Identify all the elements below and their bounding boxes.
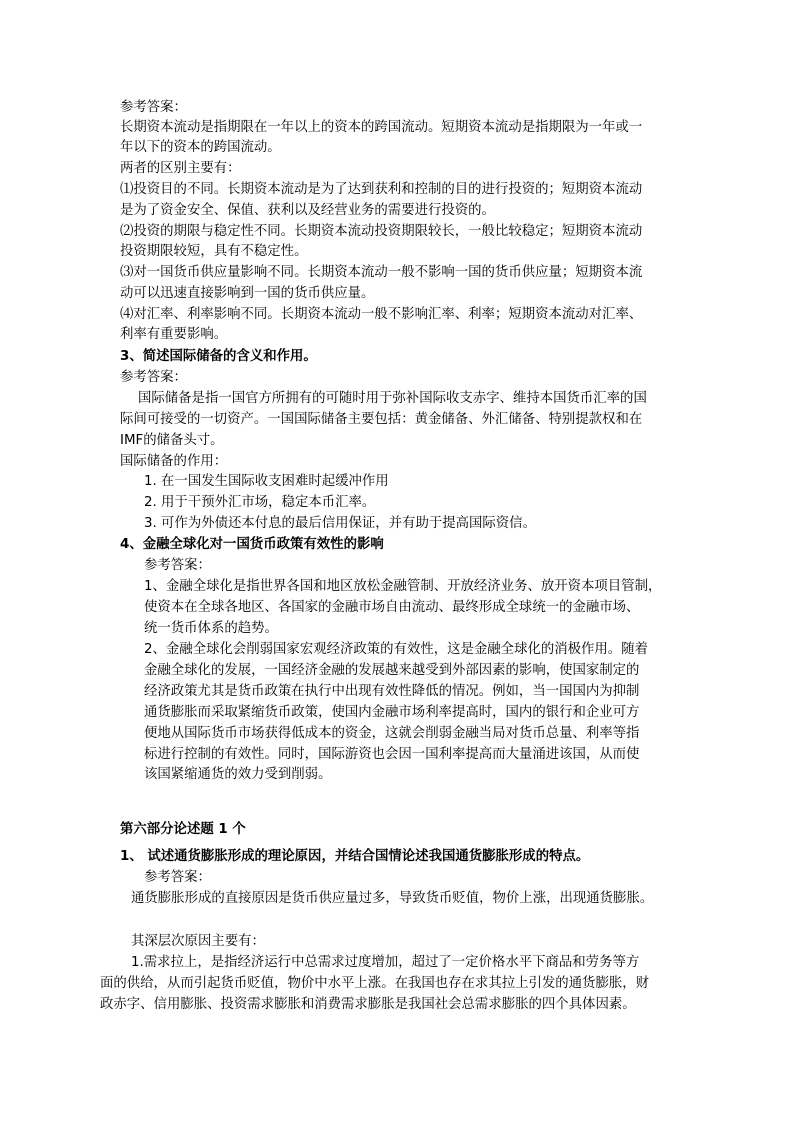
paragraph-line: 投资期限较短，具有不稳定性。	[120, 244, 308, 259]
paragraph-line: 标进行控制的有效性。同时，国际游资也会因一国利率提高而大量涌进该国，从而使	[144, 747, 640, 762]
paragraph-line: 是为了资金安全、保值、获利以及经营业务的需要进行投资的。	[120, 203, 495, 218]
paragraph-line: 经济政策尤其是货币政策在执行中出现有效性降低的情况。例如，当一国国内为抑制	[144, 684, 640, 699]
paragraph-line: 两者的区别主要有：	[120, 161, 241, 176]
list-item: 2. 用于干预外汇市场，稳定本币汇率。	[144, 495, 376, 510]
answer-label: 参考答案：	[144, 558, 211, 573]
paragraph-line: 便地从国际货币市场获得低成本的资金，这就会削弱金融当局对货币总量、利率等指	[144, 726, 640, 741]
paragraph-line: 政赤字、信用膨胀、投资需求膨胀和消费需求膨胀是我国社会总需求膨胀的四个具体因素。	[100, 997, 636, 1012]
paragraph-line: 1、金融全球化是指世界各国和地区放松金融管制、开放经济业务、放开资本项目管制，	[144, 579, 662, 594]
paragraph-line: 年以下的资本的跨国流动。	[120, 140, 281, 155]
list-item: 3. 可作为外债还本付息的最后信用保证，并有助于提高国际资信。	[144, 516, 536, 531]
paragraph-line: 利率有重要影响。	[120, 327, 228, 342]
paragraph-line: 动可以迅速直接影响到一国的货币供应量。	[120, 286, 375, 301]
paragraph-line: 1.需求拉上，是指经济运行中总需求过度增加，超过了一定价格水平下商品和劳务等方	[131, 955, 640, 970]
paragraph-line: 面的供给，从而引起货币贬值，物价中水平上涨。在我国也存在求其拉上引发的通货膨胀，财	[100, 976, 650, 991]
paragraph-line: ⑶对一国货币供应量影响不同。长期资本流动一般不影响一国的货币供应量；短期资本流	[120, 265, 643, 280]
paragraph-line: 统一货币体系的趋势。	[144, 621, 278, 636]
answer-label: 参考答案：	[144, 870, 211, 885]
paragraph-line: 2、金融全球化会削弱国家宏观经济政策的有效性，这是金融全球化的消极作用。随着	[144, 642, 648, 657]
paragraph-line: ⑵投资的期限与稳定性不同。长期资本流动投资期限较长，一般比较稳定；短期资本流动	[120, 224, 643, 239]
paragraph-line: 国际储备是指一国官方所拥有的可随时用于弥补国际收支赤字、维持本国货币汇率的国	[138, 391, 647, 406]
answer-label: 参考答案：	[120, 370, 187, 385]
section-heading: 第六部分论述题 1 个	[120, 822, 246, 837]
paragraph-line: 其深层次原因主要有：	[131, 934, 265, 949]
paragraph-line: 通货膨胀而采取紧缩货币政策，使国内金融市场利率提高时，国内的银行和企业可方	[144, 705, 640, 720]
paragraph-line: ⑴投资目的不同。长期资本流动是为了达到获利和控制的目的进行投资的；短期资本流动	[120, 182, 643, 197]
paragraph-line: IMF的储备头寸。	[120, 433, 224, 448]
list-item: 1. 在一国发生国际收支困难时起缓冲作用	[144, 474, 389, 489]
question-heading: 3、简述国际储备的含义和作用。	[120, 349, 317, 364]
paragraph-line: 该国紧缩通货的效力受到削弱。	[144, 767, 332, 782]
question-heading: 4、金融全球化对一国货币政策有效性的影响	[120, 537, 384, 552]
paragraph-line: 使资本在全球各地区、各国家的金融市场自由流动、最终形成全球统一的金融市场、	[144, 600, 640, 615]
answer-label: 参考答案：	[120, 100, 187, 115]
paragraph-line: 通货膨胀形成的直接原因是货币供应量过多，导致货币贬值，物价上涨，出现通货膨胀。	[131, 891, 654, 906]
paragraph-line: 国际储备的作用：	[120, 454, 228, 469]
paragraph-line: 金融全球化的发展，一国经济金融的发展越来越受到外部因素的影响，使国家制定的	[144, 663, 640, 678]
paragraph-line: 长期资本流动是指期限在一年以上的资本的跨国流动。短期资本流动是指期限为一年或一	[120, 120, 643, 135]
paragraph-line: 际间可接受的一切资产。一国国际储备主要包括：黄金储备、外汇储备、特别提款权和在	[120, 412, 643, 427]
question-heading: 1、 试述通货膨胀形成的理论原因，并结合国情论述我国通货膨胀形成的特点。	[120, 849, 590, 864]
paragraph-line: ⑷对汇率、利率影响不同。长期资本流动一般不影响汇率、利率；短期资本流动对汇率、	[120, 307, 643, 322]
